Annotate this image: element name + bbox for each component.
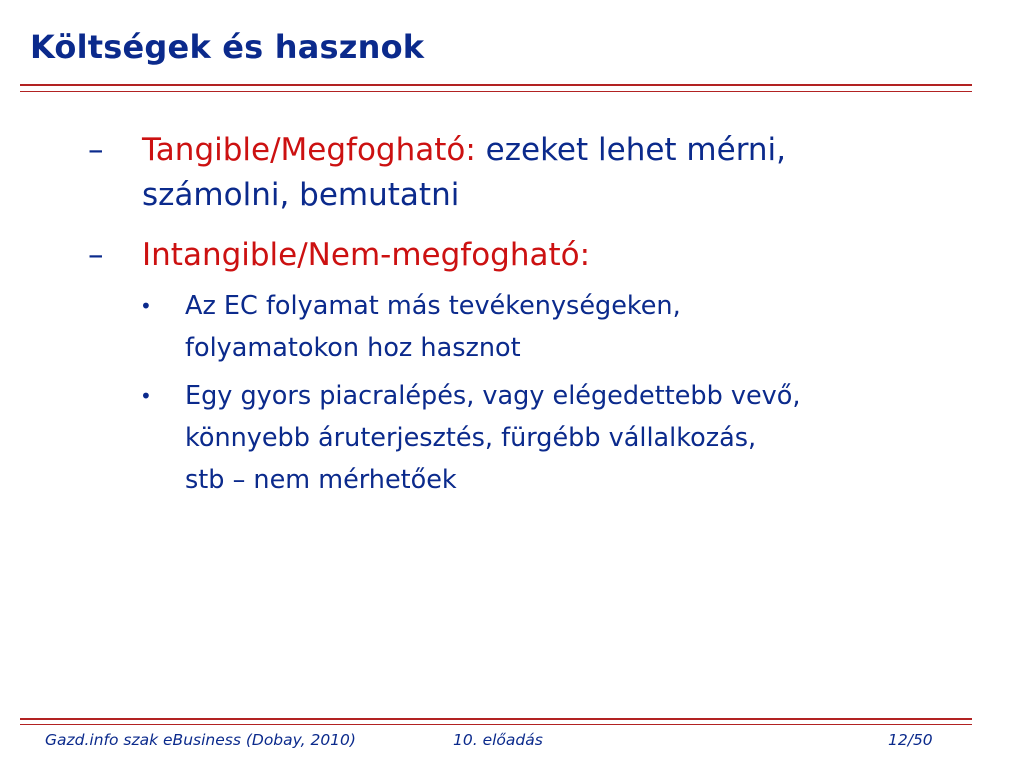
dash-marker: – (88, 132, 104, 168)
footer-divider-thin (20, 724, 972, 725)
intangible-label: Intangible/Nem-megfogható: (142, 237, 591, 273)
tangible-description-line1: ezeket lehet mérni, (485, 132, 787, 168)
bullet-marker: • (140, 294, 152, 318)
footer-page-number: 12/50 (888, 731, 933, 749)
tangible-description-line2: számolni, bemutatni (142, 177, 460, 213)
sub-bullet-2-line1: Egy gyors piacralépés, vagy elégedettebb vevő, (185, 381, 801, 411)
title-divider-thin (20, 91, 972, 92)
sub-bullet-1-line1: Az EC folyamat más tevékenységeken, (185, 291, 681, 321)
slide-title: Költségek és hasznok (30, 28, 425, 66)
sub-bullet-1-line2: folyamatokon hoz hasznot (185, 333, 521, 363)
bullet-marker: • (140, 384, 152, 408)
tangible-label: Tangible/Megfogható: (142, 132, 476, 168)
footer-divider-thick (20, 718, 972, 720)
footer-course-info: Gazd.info szak eBusiness (Dobay, 2010) (45, 731, 356, 749)
sub-bullet-2-line3: stb – nem mérhetőek (185, 465, 457, 495)
footer-lecture-number: 10. előadás (453, 731, 543, 749)
dash-marker: – (88, 237, 104, 273)
sub-bullet-2-line2: könnyebb áruterjesztés, fürgébb vállalkozás, (185, 423, 757, 453)
title-divider-thick (20, 84, 972, 86)
